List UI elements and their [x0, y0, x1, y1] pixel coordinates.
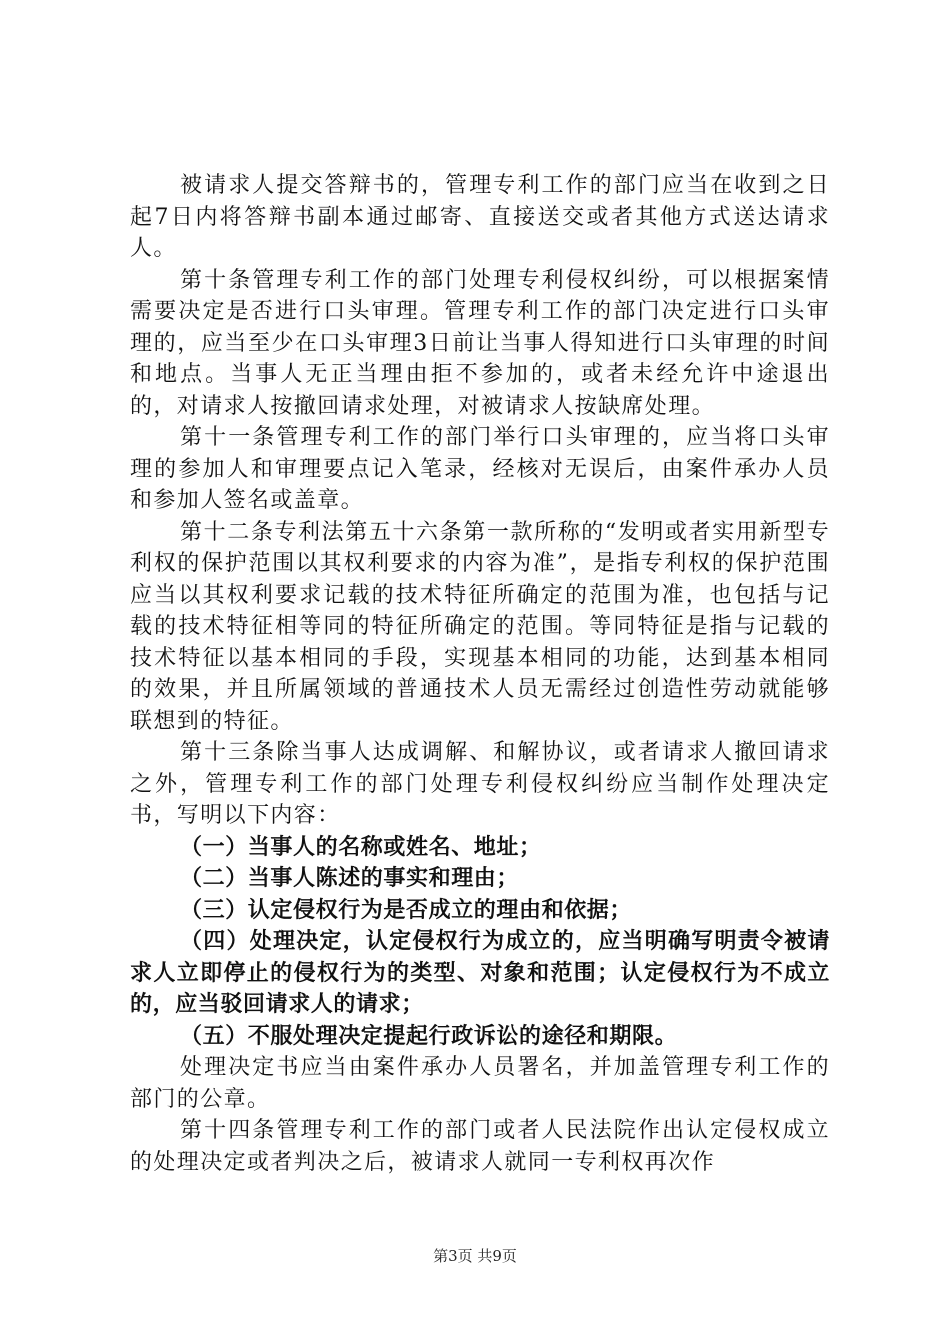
document-body [130, 170, 830, 1178]
list-item-4: （四）处理决定，认定侵权行为成立的，应当明确写明责令被请求人立即停止的侵权行为的类型、对象和范围；认定侵权行为不成立的，应当驳回请求人的请求； [130, 929, 830, 1017]
paragraph-article-11: 第十一条管理专利工作的部门举行口头审理的，应当将口头审理的参加人和审理要点记入笔录，经核对无误后，由案件承办人员和参加人签名或盖章。 [130, 425, 830, 513]
list-item-1: （一）当事人的名称或姓名、地址； [180, 834, 542, 860]
list-item-5: （五）不服处理决定提起行政诉讼的途径和期限。 [180, 1023, 678, 1049]
list-item-3: （三）认定侵权行为是否成立的理由和依据； [180, 897, 633, 923]
paragraph-article-10: 第十条管理专利工作的部门处理专利侵权纠纷，可以根据案情需要决定是否进行口头审理。管理专利工作的部门决定进行口头审理的，应当至少在口头审理3日前让当事人得知进行口头审理的时间和地点。当事人无正当理由拒不参加的，或者未经允许中途退出的，对请求人按撤回请求处理，对被请求人按缺席处理。 [130, 267, 830, 419]
paragraph-article-14: 第十四条管理专利工作的部门或者人民法院作出认定侵权成立的处理决定或者判决之后，被请求人就同一专利权再次作 [130, 1118, 830, 1175]
paragraph-answer-delivery: 被请求人提交答辩书的，管理专利工作的部门应当在收到之日起7日内将答辩书副本通过邮寄、直接送交或者其他方式送达请求人。 [130, 173, 830, 261]
paragraph-decision-signature: 处理决定书应当由案件承办人员署名，并加盖管理专利工作的部门的公章。 [130, 1055, 830, 1112]
page-footer: 第3页 共9页 [433, 1247, 517, 1265]
paragraph-article-12: 第十二条专利法第五十六条第一款所称的“发明或者实用新型专利权的保护范围以其权利要求的内容为准”，是指专利权的保护范围应当以其权利要求记载的技术特征所确定的范围为准，也包括与记载的技术特征相等同的特征所确定的范围。等同特征是指与记载的技术特征以基本相同的手段，实现基本相同的功能，达到基本相同的效果，并且所属领域的普通技术人员无需经过创造性劳动就能够联想到的特征。 [130, 519, 830, 734]
list-item-2: （二）当事人陈述的事实和理由； [180, 866, 520, 891]
paragraph-article-13: 第十三条除当事人达成调解、和解协议，或者请求人撤回请求之外，管理专利工作的部门处理专利侵权纠纷应当制作处理决定书，写明以下内容： [130, 740, 830, 828]
